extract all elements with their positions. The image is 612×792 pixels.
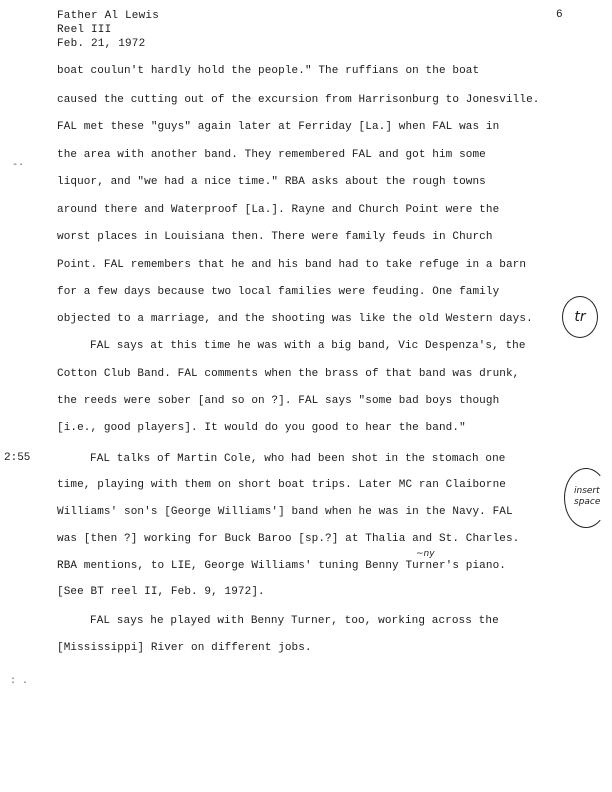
- body-line: time, playing with them on short boat trips. Later MC ran Claiborne: [57, 479, 506, 491]
- insert-space-note: [574, 486, 600, 508]
- margin-dots: : .: [10, 676, 29, 687]
- circled-tr-text: tr: [574, 309, 586, 325]
- body-line: liquor, and "we had a nice time." RBA asks about the rough towns: [57, 176, 486, 188]
- body-line: [See BT reel II, Feb. 9, 1972].: [57, 586, 265, 598]
- body-line: around there and Waterproof [La.]. Rayne and Church Point were the: [57, 204, 500, 216]
- margin-tick-mark: -·: [12, 160, 25, 171]
- body-line: [Mississippi] River on different jobs.: [57, 642, 312, 654]
- body-line: for a few days because two local families were feuding. One family: [57, 286, 500, 298]
- insert-note-word: insert: [574, 486, 600, 496]
- header-name: Father Al Lewis: [57, 10, 160, 22]
- body-line: Cotton Club Band. FAL comments when the brass of that band was drunk,: [57, 368, 520, 380]
- space-note-word: space: [574, 497, 601, 507]
- body-line: worst places in Louisiana then. There were family feuds in Church: [57, 231, 493, 243]
- body-line: RBA mentions, to LIE, George Williams' tuning Benny Turner's piano.: [57, 560, 506, 572]
- page-number: 6: [556, 9, 563, 21]
- circled-tr-mark: [562, 296, 598, 338]
- body-line: [i.e., good players]. It would do you good to hear the band.": [57, 422, 466, 434]
- handwritten-benny-correction: ~ny: [416, 549, 435, 559]
- body-line: Williams' son's [George Williams'] band when he was in the Navy. FAL: [57, 506, 513, 518]
- body-line: the area with another band. They remembered FAL and got him some: [57, 149, 486, 161]
- header-date: Feb. 21, 1972: [57, 38, 146, 50]
- body-line: FAL says he played with Benny Turner, too, working across the: [90, 615, 499, 627]
- margin-timestamp: 2:55: [4, 452, 31, 464]
- body-line: boat coulun't hardly hold the people." The ruffians on the boat: [57, 65, 480, 77]
- body-line: Point. FAL remembers that he and his band had to take refuge in a barn: [57, 259, 527, 271]
- body-line: FAL met these "guys" again later at Ferriday [La.] when FAL was in: [57, 121, 500, 133]
- body-line: caused the cutting out of the excursion from Harrisonburg to Jonesville.: [57, 94, 540, 106]
- body-line: FAL talks of Martin Cole, who had been shot in the stomach one: [90, 453, 506, 465]
- body-line: objected to a marriage, and the shooting was like the old Western days.: [57, 313, 533, 325]
- body-line: FAL says at this time he was with a big band, Vic Despenza's, the: [90, 340, 526, 352]
- body-line: was [then ?] working for Buck Baroo [sp.?] at Thalia and St. Charles.: [57, 533, 520, 545]
- header-reel: Reel III: [57, 24, 112, 36]
- body-line: the reeds were sober [and so on ?]. FAL says "some bad boys though: [57, 395, 500, 407]
